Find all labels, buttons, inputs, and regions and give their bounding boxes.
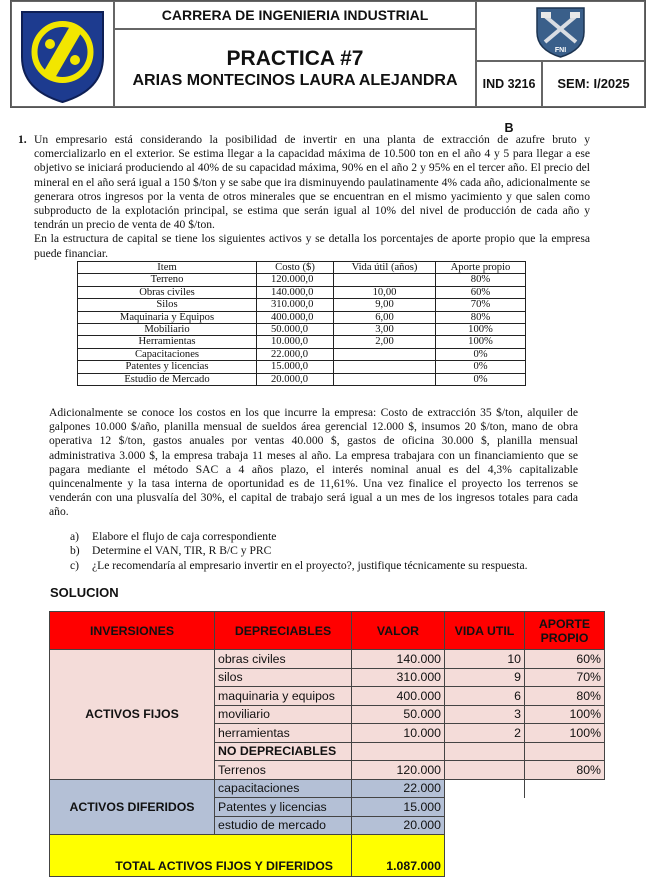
question-text: Determine el VAN, TIR, R B/C y PRC bbox=[92, 544, 272, 558]
problem-paragraph-3: Adicionalmente se conoce los costos en los que incurre la empresa: Costo de extracción 35 $/ton, alquiler de galpones 10.000 $/año, planilla mensual de sueldos área gerencial 12.000 $, insumos 20 $/ton, mano de obra operativa 12 $/ton, gastos anuales por ventas 40.000 $, gastos de oficina 30.000 $, planilla mensual administrativa 3.000 $, la empresa trabaja 11 meses al año. La empresa trabajara con un financiamiento que se pagara mediante el método SAC a 4 años plazo, el interés nominal anual es del 4,3% capitalizable quincenalmente y la tasa interna de oportunidad es de 11,61%. Una vez finalice el proyecto los terrenos se venderán con una plusvalía del 30%, el capital de trabajo será igual a un mes de los ingresos totales para cada año. bbox=[49, 406, 578, 519]
student-name: ARIAS MONTECINOS LAURA ALEJANDRA bbox=[132, 72, 458, 89]
cell: 3,00 bbox=[334, 324, 436, 336]
col-life: Vida útil (años) bbox=[334, 262, 436, 274]
cell: 100% bbox=[436, 336, 526, 348]
asset-name: capacitaciones bbox=[215, 779, 352, 798]
cell: Mobiliario bbox=[78, 324, 257, 336]
table-row bbox=[78, 348, 526, 360]
blank-cell bbox=[525, 798, 605, 817]
col-item: Item bbox=[78, 262, 257, 274]
activos-fijos-label: ACTIVOS FIJOS bbox=[50, 650, 215, 780]
cell bbox=[334, 373, 436, 385]
title-block bbox=[114, 29, 476, 107]
asset-name: herramientas bbox=[215, 724, 352, 743]
col-contribution: Aporte propio bbox=[436, 262, 526, 274]
asset-contribution: 100% bbox=[525, 724, 605, 743]
total-value: 1.087.000 bbox=[352, 835, 445, 877]
asset-name: Terrenos bbox=[215, 761, 352, 780]
investment-header-row bbox=[50, 612, 605, 650]
cell: Estudio de Mercado bbox=[78, 373, 257, 385]
assets-input-table bbox=[77, 261, 526, 386]
asset-contribution: 80% bbox=[525, 761, 605, 780]
question-letter: b) bbox=[70, 544, 80, 558]
activos-diferidos-label: ACTIVOS DIFERIDOS bbox=[50, 779, 215, 835]
cell: 400.000,0 bbox=[257, 311, 334, 323]
cell: 10.000,0 bbox=[257, 336, 334, 348]
asset-value: 20.000 bbox=[352, 816, 445, 835]
shield-logo-icon bbox=[12, 2, 113, 106]
empty-cell bbox=[445, 742, 525, 761]
asset-value: 400.000 bbox=[352, 687, 445, 706]
asset-contribution: 80% bbox=[525, 687, 605, 706]
cell: 50.000,0 bbox=[257, 324, 334, 336]
cell: Patentes y licencias bbox=[78, 361, 257, 373]
blank-cell bbox=[445, 835, 525, 877]
faculty-logo-right bbox=[476, 1, 645, 61]
empty-cell bbox=[525, 742, 605, 761]
empty-cell bbox=[445, 761, 525, 780]
cell: 310.000,0 bbox=[257, 299, 334, 311]
cell: Obras civiles bbox=[78, 286, 257, 298]
problem-paragraph-1: Un empresario está considerando la posibilidad de invertir en una planta de extracción de azufre bruto y comercializarlo en el exterior. Se estima llegar a la capacidad máxima de 10.500 ton en el año 4 y 5 para llegar a ese objetivo se iniciará produciendo al 40% de su capacidad máxima, 90% en el año 2 y 95% en el tercer año. El precio del mineral en el año será igual a 150 $/ton y se sabe que ira disminuyendo paulatinamente 4% cada año, adicionalmente se generara otros ingresos por la venta de otros minerales que se encuentran en el mismo yacimiento y que salen como subproducto de la explotación principal, se estima que serán igual al 10% del nivel de producción de cada año y tendrán un precio de venta de 40 $/ton. bbox=[34, 133, 590, 232]
table-row bbox=[78, 324, 526, 336]
asset-value: 15.000 bbox=[352, 798, 445, 817]
problem-statement bbox=[18, 133, 590, 261]
table-header-row bbox=[78, 262, 526, 274]
cell: 0% bbox=[436, 361, 526, 373]
asset-name: estudio de mercado bbox=[215, 816, 352, 835]
table-row bbox=[78, 336, 526, 348]
practice-title: PRACTICA #7 bbox=[226, 47, 364, 70]
asset-life: 9 bbox=[445, 668, 525, 687]
asset-life: 6 bbox=[445, 687, 525, 706]
header-inversiones: INVERSIONES bbox=[50, 612, 215, 650]
investment-table bbox=[49, 611, 605, 877]
question-letter: c) bbox=[70, 558, 80, 572]
table-row bbox=[78, 311, 526, 323]
table-row bbox=[78, 373, 526, 385]
blank-cell bbox=[445, 779, 525, 798]
cell: 80% bbox=[436, 274, 526, 286]
cell: 80% bbox=[436, 311, 526, 323]
cell: Herramientas bbox=[78, 336, 257, 348]
question-item bbox=[70, 544, 528, 558]
header-vida-util: VIDA UTIL bbox=[445, 612, 525, 650]
cell: 100% bbox=[436, 324, 526, 336]
asset-contribution: 100% bbox=[525, 705, 605, 724]
table-row bbox=[50, 779, 605, 798]
course-code: IND 3216 B bbox=[476, 61, 542, 107]
asset-name: obras civiles bbox=[215, 650, 352, 669]
header-depreciables: DEPRECIABLES bbox=[215, 612, 352, 650]
header-valor: VALOR bbox=[352, 612, 445, 650]
cell: 2,00 bbox=[334, 336, 436, 348]
cell: Maquinaria y Equipos bbox=[78, 311, 257, 323]
asset-contribution: 70% bbox=[525, 668, 605, 687]
cell: 9,00 bbox=[334, 299, 436, 311]
cell: 140.000,0 bbox=[257, 286, 334, 298]
faculty-shield-icon bbox=[477, 2, 644, 60]
asset-life: 2 bbox=[445, 724, 525, 743]
blank-cell bbox=[445, 816, 525, 835]
asset-value: 310.000 bbox=[352, 668, 445, 687]
table-row bbox=[78, 361, 526, 373]
asset-name: moviliario bbox=[215, 705, 352, 724]
career-name: CARRERA DE INGENIERIA INDUSTRIAL bbox=[114, 1, 476, 29]
asset-name: Patentes y licencias bbox=[215, 798, 352, 817]
table-row bbox=[78, 274, 526, 286]
blank-cell bbox=[525, 835, 605, 877]
cell: 60% bbox=[436, 286, 526, 298]
asset-life: 10 bbox=[445, 650, 525, 669]
question-text: ¿Le recomendaría al empresario invertir en el proyecto?, justifique técnicamente su respuesta. bbox=[92, 558, 528, 572]
document-header bbox=[10, 0, 646, 135]
table-row bbox=[78, 299, 526, 311]
semester: SEM: I/2025 bbox=[542, 61, 645, 107]
cell: 10,00 bbox=[334, 286, 436, 298]
question-text: Elabore el flujo de caja correspondiente bbox=[92, 530, 277, 543]
asset-value: 120.000 bbox=[352, 761, 445, 780]
blank-cell bbox=[525, 816, 605, 835]
table-row bbox=[50, 650, 605, 669]
no-depreciables-label: NO DEPRECIABLES bbox=[215, 742, 352, 761]
cell: 0% bbox=[436, 373, 526, 385]
question-letter: a) bbox=[70, 530, 80, 543]
table-row bbox=[78, 286, 526, 298]
university-logo-left bbox=[11, 1, 114, 107]
asset-contribution: 60% bbox=[525, 650, 605, 669]
asset-value: 50.000 bbox=[352, 705, 445, 724]
total-label: TOTAL ACTIVOS FIJOS Y DIFERIDOS bbox=[50, 835, 352, 877]
asset-life: 3 bbox=[445, 705, 525, 724]
cell: 20.000,0 bbox=[257, 373, 334, 385]
blank-cell bbox=[445, 798, 525, 817]
questions-list bbox=[70, 530, 528, 573]
asset-value: 140.000 bbox=[352, 650, 445, 669]
col-cost: Costo ($) bbox=[257, 262, 334, 274]
question-item bbox=[70, 559, 528, 573]
total-row bbox=[50, 835, 605, 877]
question-item bbox=[70, 530, 528, 544]
solution-label: SOLUCION bbox=[50, 585, 119, 600]
cell: Terreno bbox=[78, 274, 257, 286]
cell: 15.000,0 bbox=[257, 361, 334, 373]
empty-cell bbox=[352, 742, 445, 761]
problem-paragraph-2: En la estructura de capital se tiene los siguientes activos y se detalla los porcentajes de aporte propio que la empresa puede financiar. bbox=[34, 232, 590, 260]
cell: 6,00 bbox=[334, 311, 436, 323]
blank-cell bbox=[525, 779, 605, 798]
cell: 22.000,0 bbox=[257, 348, 334, 360]
asset-value: 22.000 bbox=[352, 779, 445, 798]
cell bbox=[334, 361, 436, 373]
cell bbox=[334, 348, 436, 360]
cell bbox=[334, 274, 436, 286]
asset-name: silos bbox=[215, 668, 352, 687]
cell: 120.000,0 bbox=[257, 274, 334, 286]
faculty-logo-text: FNI bbox=[554, 47, 567, 54]
cell: 0% bbox=[436, 348, 526, 360]
cell: 70% bbox=[436, 299, 526, 311]
problem-number: 1. bbox=[18, 133, 27, 146]
cell: Silos bbox=[78, 299, 257, 311]
header-aporte: APORTE PROPIO bbox=[525, 612, 605, 650]
asset-value: 10.000 bbox=[352, 724, 445, 743]
cell: Capacitaciones bbox=[78, 348, 257, 360]
asset-name: maquinaria y equipos bbox=[215, 687, 352, 706]
